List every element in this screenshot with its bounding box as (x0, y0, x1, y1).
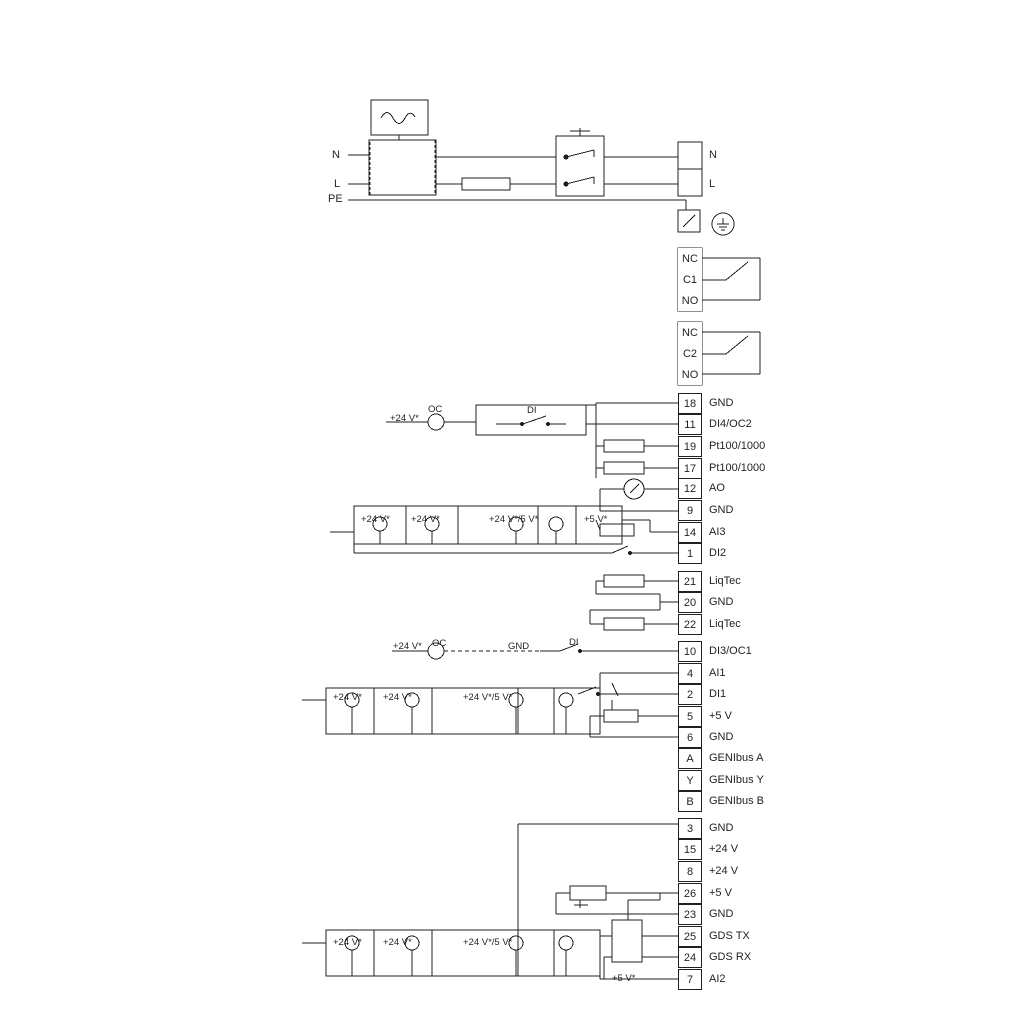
diagram-annotation: +24 V*/5 V* (463, 937, 513, 948)
diagram-annotation: DI (569, 637, 579, 648)
terminal-name: AI1 (709, 667, 726, 679)
diagram-annotation: +5 V* (612, 973, 636, 984)
diagram-annotation: +24 V* (383, 692, 412, 703)
diagram-annotation: +24 V* (383, 937, 412, 948)
terminal-box: 6 (678, 727, 702, 748)
terminal-name: GND (709, 731, 734, 743)
terminal-name: LiqTec (709, 618, 741, 630)
terminal-name: GND (709, 908, 734, 920)
terminal-name: +24 V (709, 865, 739, 877)
relay2-nc-terminal: NC (678, 322, 702, 343)
terminal-name: LiqTec (709, 575, 741, 587)
diagram-annotation: +24 V* (411, 514, 440, 525)
terminal-name: AI3 (709, 526, 726, 538)
terminal-box: 5 (678, 706, 702, 727)
diagram-annotation: +24 V* (390, 413, 419, 424)
terminal-name: +24 V (709, 843, 739, 855)
terminal-name: Pt100/1000 (709, 440, 766, 452)
diagram-annotation: +5 V* (584, 514, 608, 525)
terminal-name: GENIbus Y (709, 774, 764, 786)
terminal-name: DI4/OC2 (709, 418, 752, 430)
terminal-name: GENIbus A (709, 752, 764, 764)
terminal-box: 14 (678, 522, 702, 543)
terminal-box: 7 (678, 969, 702, 990)
terminal-box: 22 (678, 614, 702, 635)
mains-pe-label: PE (328, 193, 343, 205)
terminal-name: DI3/OC1 (709, 645, 752, 657)
terminal-name: DI2 (709, 547, 727, 559)
terminal-box: 4 (678, 663, 702, 684)
terminal-box: 11 (678, 414, 702, 435)
terminal-box: 15 (678, 839, 702, 860)
terminal-box: 26 (678, 883, 702, 904)
terminal-name: GND (709, 822, 734, 834)
terminal-name: +5 V (709, 710, 732, 722)
terminal-name: GND (709, 596, 734, 608)
terminal-box: 9 (678, 500, 702, 521)
diagram-annotation: DI (527, 405, 537, 416)
relay2-c-terminal: C2 (678, 343, 702, 364)
terminal-box: 2 (678, 684, 702, 705)
diagram-annotation: OC (432, 638, 447, 649)
terminal-name: GND (709, 504, 734, 516)
terminal-box: 1 (678, 543, 702, 564)
terminal-box: 23 (678, 904, 702, 925)
terminal-box: 21 (678, 571, 702, 592)
terminal-box: 12 (678, 478, 702, 499)
terminal-box: 20 (678, 592, 702, 613)
output-n-label: N (709, 149, 717, 161)
terminal-name: AI2 (709, 973, 726, 985)
relay1-no-terminal: NO (678, 290, 702, 311)
diagram-annotation: +24 V* (361, 514, 390, 525)
terminal-name: +5 V (709, 887, 732, 899)
relay1-c-terminal: C1 (678, 269, 702, 290)
terminal-name: GDS TX (709, 930, 750, 942)
diagram-annotation: +24 V* (333, 937, 362, 948)
diagram-annotation: OC (428, 404, 443, 415)
terminal-name: DI1 (709, 688, 727, 700)
terminal-name: Pt100/1000 (709, 462, 766, 474)
terminal-box: 3 (678, 818, 702, 839)
terminal-box: A (678, 748, 702, 769)
terminal-box: 18 (678, 393, 702, 414)
mains-n-label: N (332, 149, 340, 161)
diagram-annotation: +24 V*/5 V* (463, 692, 513, 703)
terminal-name: GND (709, 397, 734, 409)
mains-l-label: L (334, 178, 341, 190)
output-l-label: L (709, 178, 716, 190)
relay1-nc-terminal: NC (678, 248, 702, 269)
terminal-box: 17 (678, 458, 702, 479)
terminal-box: 25 (678, 926, 702, 947)
terminal-box: 8 (678, 861, 702, 882)
terminal-box: 19 (678, 436, 702, 457)
terminal-box: 10 (678, 641, 702, 662)
terminal-box: B (678, 791, 702, 812)
terminal-name: GENIbus B (709, 795, 765, 807)
diagram-annotation: +24 V* (393, 641, 422, 652)
relay2-no-terminal: NO (678, 364, 702, 385)
diagram-annotation: +24 V* (333, 692, 362, 703)
terminal-name: GDS RX (709, 951, 752, 963)
terminal-name: AO (709, 482, 725, 494)
diagram-annotation: GND (508, 641, 530, 652)
terminal-box: 24 (678, 947, 702, 968)
terminal-box: Y (678, 770, 702, 791)
diagram-annotation: +24 V*/5 V* (489, 514, 539, 525)
